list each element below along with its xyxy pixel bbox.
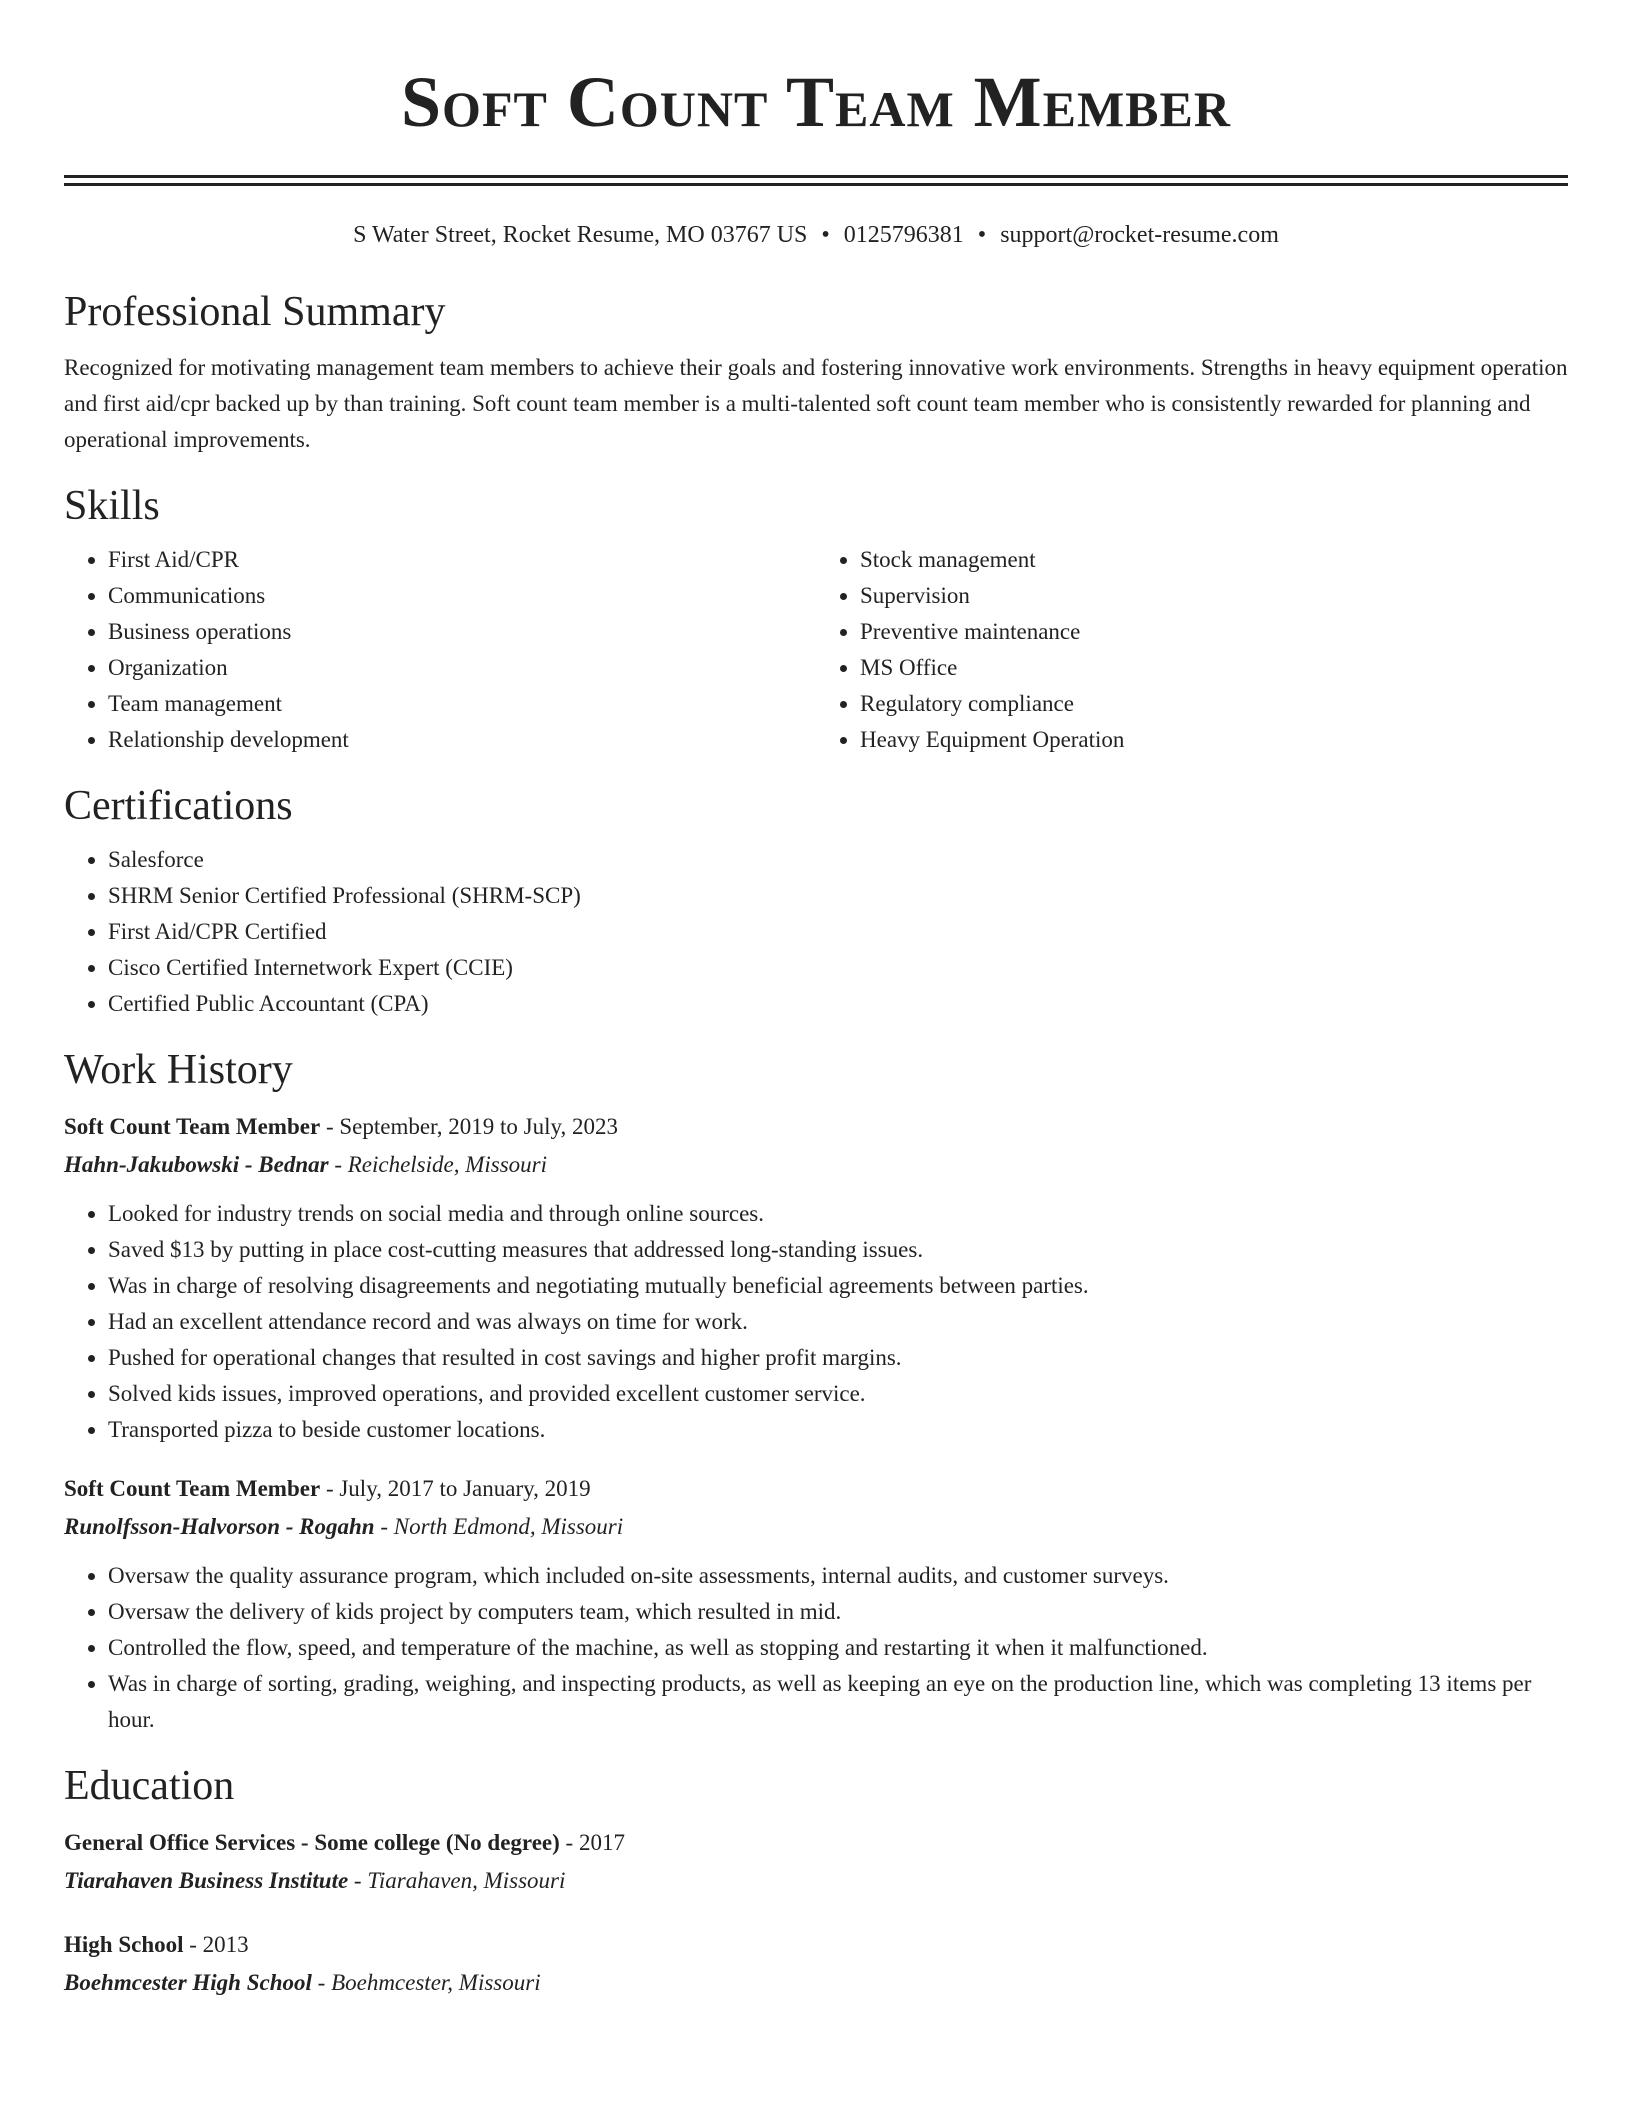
- job-title: Soft Count Team Member: [64, 1476, 321, 1501]
- education-heading-line: [64, 1926, 1568, 1964]
- job-employer: [64, 1146, 1568, 1184]
- skill-item: • Relationship development: [108, 722, 816, 758]
- summary-text: Recognized for motivating management team members to achieve their goals and fostering innovative work environments. Strengths in heavy equipment operation and first aid/cpr backed up by than training. Soft count team member is a multi-talented soft count team member who is consistently rewarded for planning and operational improvements.: [64, 355, 1568, 452]
- job-entry: [64, 1108, 1568, 1448]
- job-bullet: • Oversaw the quality assurance program, which included on-site assessments, internal audits, and customer surveys.: [108, 1558, 1568, 1594]
- job-bullet: • Controlled the flow, speed, and temperature of the machine, as well as stopping and restarting it when it malfunctioned.: [108, 1630, 1568, 1666]
- work-history-section: [64, 1044, 1568, 1738]
- skills-section: [64, 480, 1568, 758]
- job-bullet: • Had an excellent attendance record and was always on time for work.: [108, 1304, 1568, 1340]
- skills-list-left: [64, 542, 816, 758]
- job-entry: [64, 1470, 1568, 1738]
- job-bullets: [64, 1558, 1568, 1738]
- job-employer: [64, 1508, 1568, 1546]
- certifications-heading: Certifications: [64, 783, 293, 829]
- skill-item: • Organization: [108, 650, 816, 686]
- skill-item: • Team management: [108, 686, 816, 722]
- certification-item: • Certified Public Accountant (CPA): [108, 986, 1568, 1022]
- contact-separator: •: [977, 222, 987, 248]
- job-heading: [64, 1470, 1568, 1508]
- job-bullet: • Was in charge of resolving disagreements and negotiating mutually beneficial agreements between parties.: [108, 1268, 1568, 1304]
- job-location: - North Edmond, Missouri: [374, 1514, 624, 1539]
- certification-item: • First Aid/CPR Certified: [108, 914, 1568, 950]
- header-rule-top: [64, 175, 1568, 178]
- job-bullet: • Pushed for operational changes that resulted in cost savings and higher profit margins.: [108, 1340, 1568, 1376]
- skill-item: • Communications: [108, 578, 816, 614]
- skill-item: • Business operations: [108, 614, 816, 650]
- job-dates: - July, 2017 to January, 2019: [320, 1476, 591, 1501]
- job-heading: [64, 1108, 1568, 1146]
- work-history-heading: Work History: [64, 1047, 293, 1093]
- education-year: - 2013: [183, 1932, 249, 1957]
- contact-address: S Water Street, Rocket Resume, MO 03767 US: [353, 222, 808, 248]
- job-title: Soft Count Team Member: [64, 1114, 321, 1139]
- job-bullet: • Transported pizza to beside customer locations.: [108, 1412, 1568, 1448]
- certifications-list: [64, 842, 1568, 1022]
- job-bullet: • Oversaw the delivery of kids project by computers team, which resulted in mid.: [108, 1594, 1568, 1630]
- education-degree: High School: [64, 1932, 184, 1957]
- contact-separator: •: [821, 222, 830, 248]
- contact-phone: 0125796381: [843, 222, 964, 248]
- education-entry: [64, 1824, 1568, 1900]
- summary-heading: Professional Summary: [64, 289, 446, 335]
- skill-item: • MS Office: [860, 650, 1568, 686]
- job-company: Runolfsson-Halvorson - Rogahn: [64, 1514, 375, 1539]
- skill-item: • Preventive maintenance: [860, 614, 1568, 650]
- skills-grid: [64, 542, 1568, 758]
- skill-item: • Supervision: [860, 578, 1568, 614]
- job-dates: - September, 2019 to July, 2023: [320, 1114, 619, 1139]
- education-school-line: [64, 1862, 1568, 1900]
- education-location: - Boehmcester, Missouri: [311, 1970, 541, 1995]
- education-location: - Tiarahaven, Missouri: [348, 1868, 566, 1893]
- job-location: - Reichelside, Missouri: [328, 1152, 548, 1177]
- resume-name: Soft Count Team Member: [401, 62, 1231, 142]
- education-heading-line: [64, 1824, 1568, 1862]
- job-bullet: • Was in charge of sorting, grading, weighing, and inspecting products, as well as keeping an eye on the production line, which was completing 13 items per hour.: [108, 1666, 1568, 1738]
- summary-section: [64, 286, 1568, 458]
- skill-item: • Stock management: [860, 542, 1568, 578]
- education-school: Tiarahaven Business Institute: [64, 1868, 349, 1893]
- certification-item: • SHRM Senior Certified Professional (SHRM-SCP): [108, 878, 1568, 914]
- education-school: Boehmcester High School: [64, 1970, 312, 1995]
- job-bullet: • Saved $13 by putting in place cost-cutting measures that addressed long-standing issues.: [108, 1232, 1568, 1268]
- education-school-line: [64, 1964, 1568, 2002]
- skills-list-right: [816, 542, 1568, 758]
- certifications-section: [64, 780, 1568, 1022]
- education-entry: [64, 1926, 1568, 2002]
- job-bullet: • Looked for industry trends on social media and through online sources.: [108, 1196, 1568, 1232]
- education-degree: General Office Services - Some college (No degree): [64, 1830, 560, 1855]
- certification-item: • Cisco Certified Internetwork Expert (CCIE): [108, 950, 1568, 986]
- skill-item: • Regulatory compliance: [860, 686, 1568, 722]
- contact-line: [64, 220, 1568, 250]
- certification-item: • Salesforce: [108, 842, 1568, 878]
- job-company: Hahn-Jakubowski - Bednar: [64, 1152, 329, 1177]
- job-bullet: • Solved kids issues, improved operations, and provided excellent customer service.: [108, 1376, 1568, 1412]
- education-year: - 2017: [559, 1830, 625, 1855]
- skill-item: • Heavy Equipment Operation: [860, 722, 1568, 758]
- education-section: [64, 1760, 1568, 2002]
- header-rule-bottom: [64, 183, 1568, 186]
- contact-email: support@rocket-resume.com: [1000, 222, 1279, 248]
- skills-heading: Skills: [64, 483, 160, 529]
- skill-item: • First Aid/CPR: [108, 542, 816, 578]
- education-heading: Education: [64, 1763, 235, 1809]
- job-bullets: [64, 1196, 1568, 1448]
